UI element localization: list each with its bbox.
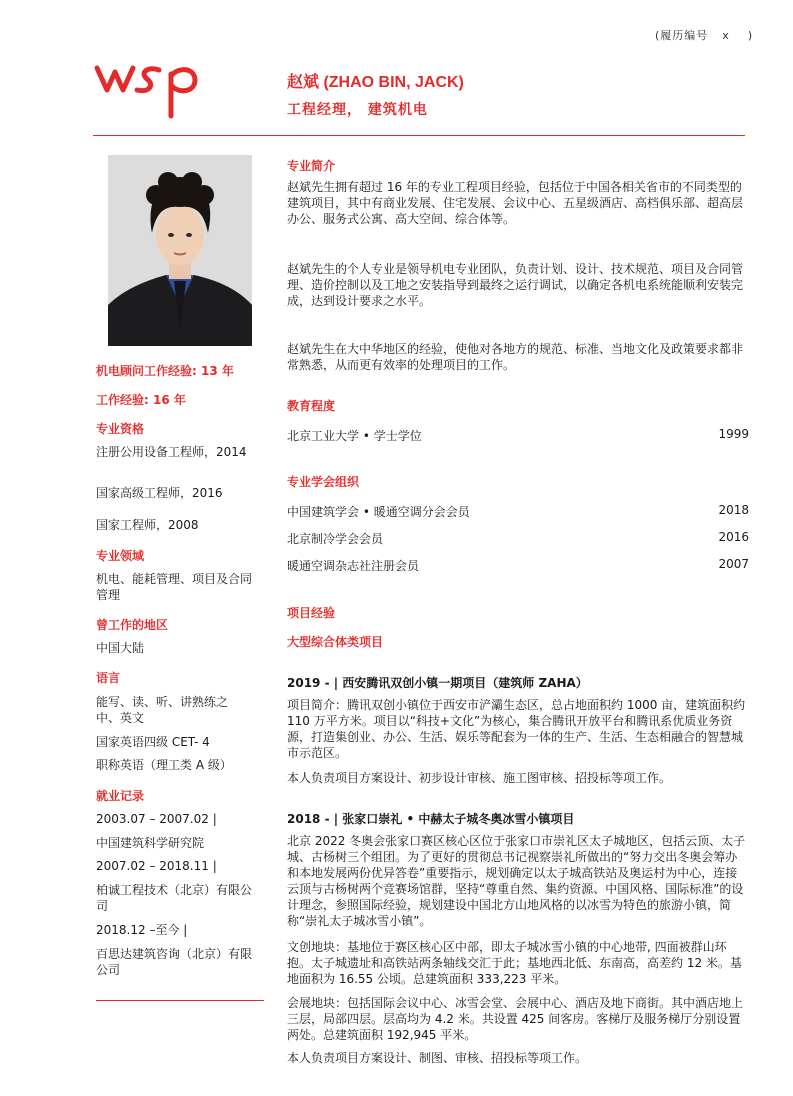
education-heading: 教育程度 xyxy=(287,399,336,413)
project-description: 北京 2022 冬奥会张家口赛区核心区位于张家口市崇礼区太子城地区，包括云顶、太子城、古杨树三个组团。为了更好的贯彻总书记视察崇礼所做出的“努力交出冬奥会筹办和本地发展两份优异答卷”重要指示，规划确定以太子城高铁站及奥运村为中心，连接云顶与古杨树两个竞赛场馆群，坚持“尊重自然、集约资源、中国风格、国际标准”的设计理念，参照国际经验，规划建设中国北方山地风格的以冰雪为特色的旅游小镇，简称“崇礼太子城冰雪小镇”。 xyxy=(287,834,746,928)
projects-heading: 项目经验 xyxy=(287,606,336,620)
field-value: 机电、能耗管理、项目及合同管理 xyxy=(96,572,253,602)
association-name: 中国建筑学会 • 暖通空调分会会员 xyxy=(287,505,470,519)
sidebar-divider xyxy=(96,1000,264,1001)
project-title: 2019 - | 西安腾讯双创小镇一期项目（建筑师 ZAHA） xyxy=(287,676,588,690)
career-heading: 就业记录 xyxy=(96,789,145,803)
qualification-item: 国家工程师，2008 xyxy=(96,518,199,532)
qualification-item: 国家高级工程师，2016 xyxy=(96,486,223,500)
association-row xyxy=(287,530,749,547)
association-year: 2016 xyxy=(718,530,749,544)
association-row xyxy=(287,503,749,520)
wsp-logo xyxy=(93,60,203,120)
ref-label: (履历编号 xyxy=(655,29,709,42)
career-period: 2003.07 – 2007.02 | xyxy=(96,812,217,826)
project-title: 2018 - | 张家口崇礼 • 中赫太子城冬奥冰雪小镇项目 xyxy=(287,812,575,826)
association-row xyxy=(287,557,749,574)
project-description: 项目简介：腾讯双创小镇位于西安市浐灞生态区，总占地面积约 1000 亩，建筑面积约 110 万平方米。项目以“科技+文化”为核心，集合腾讯开放平台和腾讯系优质业务资源，打造集创业、办公、生活、娱乐等配套为一体的生产、生活、生态相融合的智慧城市示范区。 xyxy=(287,698,746,760)
header-divider xyxy=(93,135,745,136)
work-experience: 工作经验: 16 年 xyxy=(96,393,186,407)
career-org: 柏诚工程技术（北京）有限公司 xyxy=(96,883,253,913)
profile-heading: 专业简介 xyxy=(287,159,336,173)
project-plot-cultural: 文创地块：基地位于赛区核心区中部，即太子城冰雪小镇的中心地带, 四面被群山环抱。太子城遗址和高铁站两条轴线交汇于此；基地西北低、东南高，高差约 12 米。基地面积为 16.55 公顷。总建筑面积 333,223 平米。 xyxy=(287,940,742,986)
career-period: 2007.02 – 2018.11 | xyxy=(96,859,217,873)
profile-paragraph: 赵斌先生在大中华地区的经验，使他对各地方的规范、标准、当地文化及政策要求都非常熟悉，从而更有效率的处理项目的工作。 xyxy=(287,342,744,372)
profile-paragraph: 赵斌先生拥有超过 16 年的专业工程项目经验，包括位于中国各相关省市的不同类型的建筑项目，其中有商业发展、住宅发展、会议中心、五星级酒店、高档俱乐部、超高层办公、服务式公寓、高大空间、综合体等。 xyxy=(287,180,744,226)
profile-paragraph: 赵斌先生的个人专业是领导机电专业团队，负责计划、设计、技术规范、项目及合同管理、造价控制以及工地之安装指导到最终之运行调试，以确定各机电系统能顺利安装完成，达到设计要求之水平。 xyxy=(287,262,744,308)
projects-subheading: 大型综合体类项目 xyxy=(287,635,384,649)
education-row xyxy=(287,427,749,444)
career-period: 2018.12 –至今 | xyxy=(96,923,188,937)
field-heading: 专业领域 xyxy=(96,549,145,563)
qualification-item: 注册公用设备工程师，2014 xyxy=(96,445,247,459)
project-role: 本人负责项目方案设计、初步设计审核、施工图审核、招投标等项工作。 xyxy=(287,771,672,785)
ref-close: ) xyxy=(747,29,754,42)
candidate-title: 工程经理， 建筑机电 xyxy=(287,102,428,118)
associations-heading: 专业学会组织 xyxy=(287,475,360,489)
mep-experience: 机电顾问工作经验: 13 年 xyxy=(96,364,234,378)
association-name: 暖通空调杂志社注册会员 xyxy=(287,559,420,573)
language-item: 职称英语（理工类 A 级） xyxy=(96,758,232,772)
profile-photo xyxy=(108,155,252,346)
candidate-name: 赵斌 (ZHAO BIN, JACK) xyxy=(287,74,464,91)
ref-value: x xyxy=(722,29,730,42)
education-name: 北京工业大学 • 学士学位 xyxy=(287,429,422,443)
association-year: 2018 xyxy=(718,503,749,517)
language-item: 国家英语四级 CET- 4 xyxy=(96,735,210,749)
education-year: 1999 xyxy=(718,427,749,441)
project-plot-exhibition: 会展地块：包括国际会议中心、冰雪会堂、会展中心、酒店及地下商街。其中酒店地上三层，局部四层。层高均为 4.2 米。共设置 425 间客房。客梯厅及服务梯厅分别设置两处。总建筑面积 192,945 平米。 xyxy=(287,996,744,1042)
qualifications-heading: 专业资格 xyxy=(96,422,145,436)
region-heading: 曾工作的地区 xyxy=(96,618,169,632)
project-role: 本人负责项目方案设计、制图、审核、招投标等项工作。 xyxy=(287,1051,588,1065)
region-value: 中国大陆 xyxy=(96,641,145,655)
resume-reference-number xyxy=(655,27,753,43)
language-heading: 语言 xyxy=(96,671,121,685)
career-org: 中国建筑科学研究院 xyxy=(96,836,205,850)
association-year: 2007 xyxy=(718,557,749,571)
career-org: 百思达建筑咨询（北京）有限公司 xyxy=(96,947,253,977)
language-item: 能写、读、听、讲熟练之中、英文 xyxy=(96,695,229,725)
association-name: 北京制冷学会会员 xyxy=(287,532,384,546)
